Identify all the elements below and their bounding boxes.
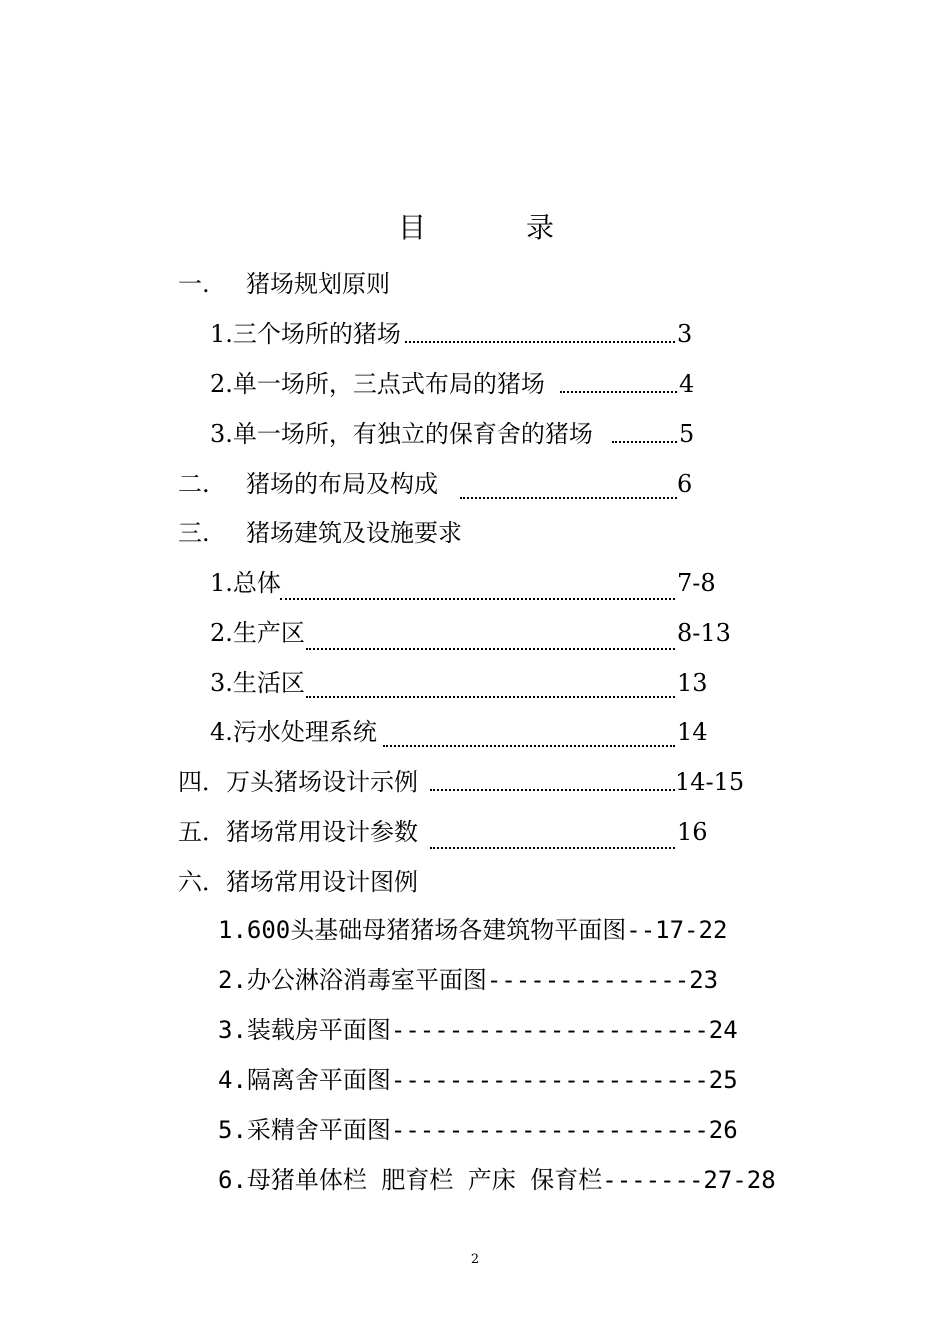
toc-entry-label: 1.总体: [210, 569, 281, 597]
toc-section-number: 一.: [178, 270, 210, 298]
toc-entry[interactable]: [218, 1162, 776, 1198]
toc-entry[interactable]: [218, 962, 718, 998]
toc-dot-leader: [280, 598, 675, 600]
toc-entry-label: 2.生产区: [210, 619, 305, 647]
toc-dot-leader: [612, 441, 677, 443]
toc-entry-page: 14: [677, 718, 708, 746]
toc-entry-label: 采精舍平面图----------------------26: [246, 1116, 738, 1144]
toc-section-title: 四．万头猪场设计示例: [178, 768, 418, 796]
toc-entry[interactable]: [210, 714, 377, 750]
toc-entry[interactable]: [218, 1062, 738, 1098]
toc-entry-page: 4: [679, 370, 695, 398]
toc-entry-label: 母猪单体栏 肥育栏 产床 保育栏-------27-28: [246, 1166, 776, 1194]
toc-section-4[interactable]: [178, 764, 418, 800]
toc-dot-leader: [405, 341, 675, 343]
toc-entry-label: 2.单一场所，三点式布局的猪场: [210, 370, 545, 398]
toc-dot-leader: [306, 696, 675, 698]
toc-dot-leader: [383, 745, 675, 747]
page-title: [398, 208, 555, 248]
toc-section-5[interactable]: [178, 814, 418, 850]
toc-entry-page: 8-13: [677, 619, 731, 647]
toc-entry-label: 3.单一场所，有独立的保育舍的猪场: [210, 420, 593, 448]
toc-section-title: 六．猪场常用设计图例: [178, 868, 418, 896]
toc-entry[interactable]: [218, 1112, 738, 1148]
toc-entry[interactable]: [210, 665, 305, 701]
toc-entry-label: 装载房平面图----------------------24: [246, 1016, 738, 1044]
toc-dot-leader: [430, 789, 675, 791]
toc-entry-number: 5.: [218, 1116, 247, 1144]
toc-section-number: 二.: [178, 470, 210, 498]
toc-section-6[interactable]: [178, 864, 418, 900]
toc-entry-number: 6.: [218, 1166, 247, 1194]
toc-section-3[interactable]: [0, 515, 950, 551]
toc-entry-page: 13: [677, 669, 708, 697]
toc-entry[interactable]: [218, 912, 727, 948]
toc-entry-page: 5: [679, 420, 695, 448]
toc-section-title: 猪场建筑及设施要求: [246, 519, 462, 547]
toc-entry-label: 3.生活区: [210, 669, 305, 697]
toc-entry[interactable]: [218, 1012, 738, 1048]
toc-entry-label: 隔离舍平面图----------------------25: [246, 1066, 738, 1094]
toc-dot-leader: [560, 391, 677, 393]
toc-section-1[interactable]: [0, 266, 950, 302]
toc-entry-label: 600头基础母猪猪场各建筑物平面图--17-22: [246, 916, 728, 944]
toc-entry-number: 3.: [218, 1016, 247, 1044]
toc-entry-number: 1.: [218, 916, 247, 944]
toc-entry-page: 7-8: [677, 569, 716, 597]
title-part-1: 目: [398, 211, 427, 244]
toc-section-title: 猪场的布局及构成: [246, 470, 438, 498]
title-part-2: 录: [526, 211, 555, 244]
footer-page-number: 2: [470, 1252, 480, 1267]
toc-entry-label: 办公淋浴消毒室平面图--------------23: [246, 966, 719, 994]
toc-entry[interactable]: [210, 366, 545, 402]
toc-entry[interactable]: [210, 565, 281, 601]
toc-entry[interactable]: [210, 615, 305, 651]
toc-dot-leader: [430, 847, 675, 849]
toc-entry-number: 2.: [218, 966, 247, 994]
toc-entry[interactable]: [210, 316, 401, 352]
toc-entry-page: 16: [677, 818, 708, 846]
toc-section-number: 三.: [178, 519, 210, 547]
toc-entry-label: 1.三个场所的猪场: [210, 320, 401, 348]
toc-entry-label: 4.污水处理系统: [210, 718, 377, 746]
toc-entry-number: 4.: [218, 1066, 247, 1094]
toc-dot-leader: [306, 648, 675, 650]
toc-section-title: 五．猪场常用设计参数: [178, 818, 418, 846]
toc-dot-leader: [460, 497, 677, 499]
toc-entry[interactable]: [210, 416, 593, 452]
toc-entry-page: 6: [677, 470, 693, 498]
toc-entry-page: 14-15: [675, 768, 745, 796]
toc-section-title: 猪场规划原则: [246, 270, 390, 298]
toc-entry-page: 3: [677, 320, 693, 348]
